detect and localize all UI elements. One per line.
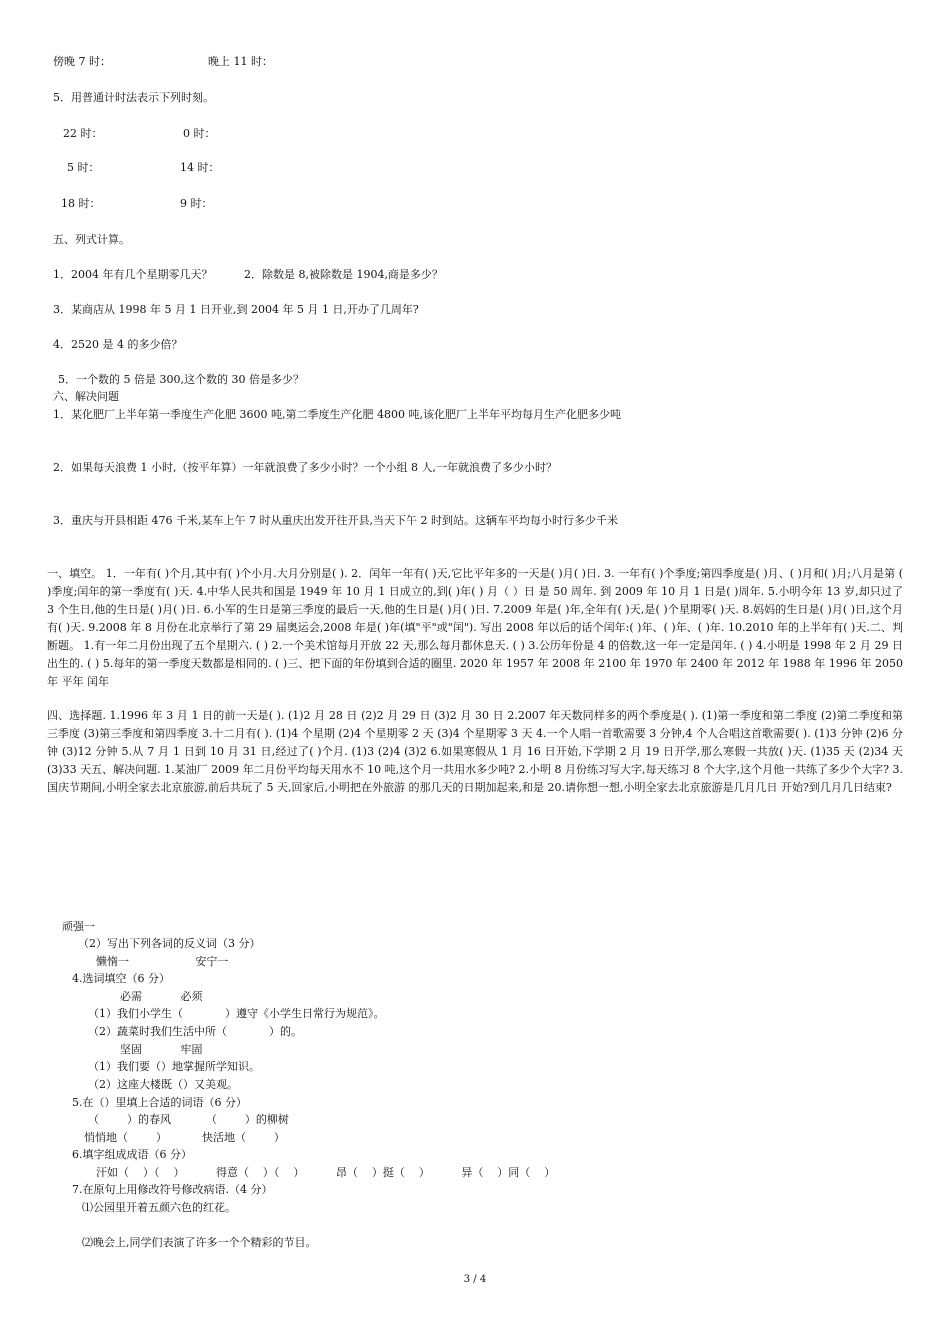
chinese-line-9: （1）我们要（）地掌握所学知识。 bbox=[88, 1060, 260, 1073]
line-evening-7: 傍晚 7 时： bbox=[53, 55, 111, 68]
section-6-q1: 1．某化肥厂上半年第一季度生产化肥 3600 吨,第二季度生产化肥 4800 吨,该化肥厂上半年平均每月生产化肥多少吨 bbox=[53, 408, 621, 421]
chinese-line-16: 7.在原句上用修改符号修改病语.（4 分） bbox=[72, 1183, 273, 1196]
page-number: 3 / 4 bbox=[463, 1274, 487, 1285]
section-5-q3: 3．某商店从 1998 年 5 月 1 日开业,到 2004 年 5 月 1 日,开办了几周年? bbox=[53, 303, 419, 316]
time-22: 22 时： bbox=[63, 127, 103, 140]
fill-blank-block: 一、填空。 1．一年有( )个月,其中有( )个小月.大月分别是( ). 2．闰年一年有( )天,它比平年多的一天是( )月( )日. 3. 一年有( )个季度;第四季度是( )月、( )月和( )月;八月是第 ( )季度;闰年的第一季度有( )天. 4.中华人民共和国是 1949 年 10 月 1 日成立的,到( )年( ) 月（ ）日 是 50 周年. 到 2009 年 10 月 1 日是( )周年. 5.小明今年 13 岁,却只过了 3 个生日,他的生日是( )月( )日. 6.小军的生日是第三季度的最后一天,他的生日是( )月( )日. 7.2009 年是( )年,全年有( )天,是( )个星期零( )天. 8.妈妈的生日是( )月( )日,这个月有( )天. 9.2008 年 8 月份在北京举行了第 29 届奥运会,2008 年是( )年(填"平"或"闰"). 写出 2008 年以后的话个闰年:( )年、( )年、( )年. 10.2010 年的上半年有( )天.二、判断题。 1.有一年二月份出现了五个星期六. ( ) 2.一个美术馆每月开放 22 天,那么每月都休息天. ( ) 3.公历年份是 4 的倍数,这一年一定是闰年. ( ) 4.小明是 1998 年 2 月 29 日出生的. ( ) 5.每年的第一季度天数都是相同的. ( )三、把下面的年份填到合适的圈里. 2020 年 1957 年 2008 年 2100 年 1970 年 2400 年 2012 年 1988 年 1996 年 2050 年 平年 闰年 bbox=[47, 567, 904, 688]
line-night-11: 晚上 11 时： bbox=[208, 55, 273, 68]
time-9: 9 时： bbox=[180, 197, 213, 210]
chinese-line-10: （2）这座大楼既（）又美观。 bbox=[88, 1078, 238, 1091]
chinese-line-5: 必需 必须 bbox=[120, 990, 203, 1003]
chinese-line-12: （ ）的春风 （ ）的柳树 bbox=[88, 1113, 289, 1126]
time-0: 0 时： bbox=[183, 127, 216, 140]
chinese-line-2: （2）写出下列各词的反义词（3 分） bbox=[78, 937, 261, 950]
choice-block: 四、选择题. 1.1996 年 3 月 1 日的前一天是( ). (1)2 月 28 日 (2)2 月 29 日 (3)2 月 30 日 2.2007 年天数同样多的两个季度是( ). (1)第一季度和第二季度 (2)第二季度和第三季度 (3)第三季度和第四季度 3.十二月有( ). (1)4 个星期 (2)4 个星期零 2 天 (3)4 个星期零 3 天 4.一个人唱一首歌需要 3 分钟,4 个人合唱这首歌需要( ). (1)3 分钟 (2)6 分钟 (3)12 分钟 5.从 7 月 1 日到 10 月 31 日,经过了( )个月. (1)3 (2)4 (3)2 6.如果寒假从 1 月 16 日开始,下学期 2 月 19 日开学,那么寒假一共放( )天. (1)35 天 (2)34 天 (3)33 天五、解决问题. 1.某油厂 2009 年二月份平均每天用水不 10 吨,这个月一共用水多少吨? 2.小明 8 月份练习写大字,每天练习 8 个大字,这个月他一共练了多少个大字? 3.国庆节期间,小明全家去北京旅游,前后共玩了 5 天,回家后,小明把在外旅游 的那几天的日期加起来,和是 20.请你想一想,小明全家去北京旅游是几月几日 开始?到几月几日结束? bbox=[47, 709, 903, 794]
chinese-line-4: 4.选词填空（6 分） bbox=[72, 972, 170, 985]
chinese-line-1: 顽强一 bbox=[62, 920, 95, 933]
chinese-line-14: 6.填字组成成语（6 分） bbox=[72, 1148, 192, 1161]
chinese-line-11: 5.在（）里填上合适的词语（6 分） bbox=[72, 1096, 247, 1109]
time-5: 5 时： bbox=[67, 161, 100, 174]
section-5-title: 五、列式计算。 bbox=[53, 233, 130, 246]
time-14: 14 时： bbox=[180, 161, 220, 174]
time-18: 18 时： bbox=[61, 197, 101, 210]
section-6-q2: 2．如果每天浪费 1 小时,（按平年算）一年就浪费了多少小时？一个小组 8 人,一年就浪费了多少小时？ bbox=[53, 461, 557, 474]
chinese-line-6: （1）我们小学生（ ）遵守《小学生日常行为规范》。 bbox=[88, 1007, 385, 1020]
question-5-heading: 5．用普通计时法表示下列时刻。 bbox=[53, 91, 214, 104]
chinese-line-3: 懒惰一 安宁一 bbox=[96, 955, 229, 968]
chinese-line-15: 汗如（ ）（ ） 得意（ ）（ ） 昂（ ）挺（ ） 异（ ）同（ ） bbox=[96, 1166, 556, 1179]
chinese-line-18: ⑵晚会上,同学们表演了许多一个个精彩的节目。 bbox=[82, 1236, 317, 1249]
section-5-q5: 5．一个数的 5 倍是 300,这个数的 30 倍是多少？ bbox=[58, 373, 304, 386]
section-6-title: 六、解决问题 bbox=[53, 390, 119, 403]
chinese-line-17: ⑴公园里开着五颜六色的红花。 bbox=[82, 1201, 236, 1214]
section-5-q1: 1．2004 年有几个星期零几天？ 2．除数是 8,被除数是 1904,商是多少？ bbox=[53, 268, 443, 281]
section-5-q4: 4．2520 是 4 的多少倍？ bbox=[53, 338, 183, 351]
chinese-line-7: （2）蔬菜时我们生活中所（ ）的。 bbox=[88, 1025, 302, 1038]
chinese-line-13: 悄悄地（ ） 快活地（ ） bbox=[84, 1131, 285, 1144]
chinese-line-8: 坚固 牢固 bbox=[120, 1043, 203, 1056]
section-6-q3: 3．重庆与开县相距 476 千米,某车上午 7 时从重庆出发开往开县,当天下午 2 时到站。这辆车平均每小时行多少千米 bbox=[53, 514, 618, 527]
